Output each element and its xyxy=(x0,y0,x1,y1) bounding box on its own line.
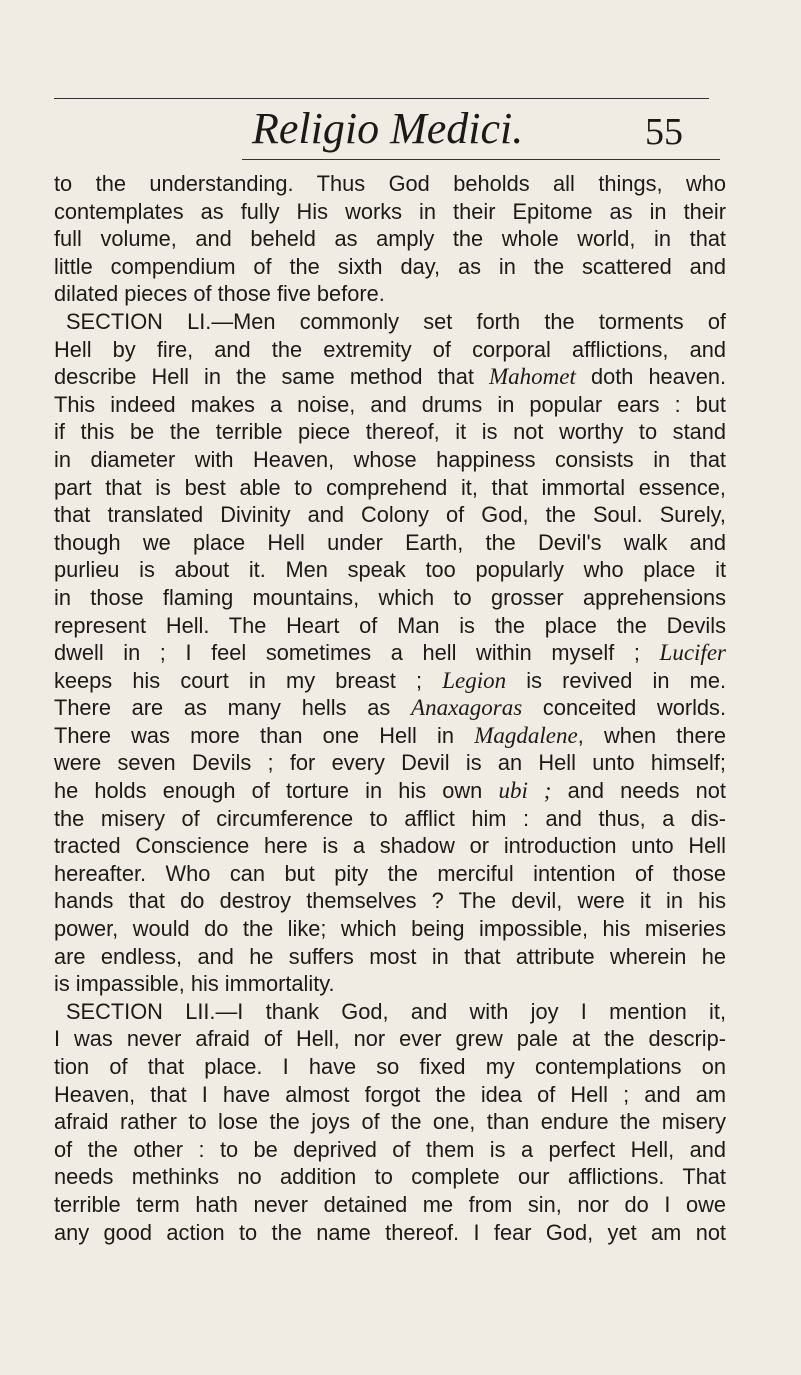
text-line: I was never afraid of Hell, nor ever grew pale at the descrip- xyxy=(54,1026,726,1052)
italic-name: Magdalene xyxy=(474,722,578,748)
text-line: is impassible, his immortality. xyxy=(54,971,335,997)
text-line: he holds enough of torture in his own ubi ; and needs not xyxy=(54,778,726,804)
text-line: power, would do the like; which being impossible, his miseries xyxy=(54,916,726,942)
text-line: were seven Devils ; for every Devil is an Hell unto himself; xyxy=(54,750,726,776)
italic-name: Mahomet xyxy=(489,364,576,390)
text-line: dilated pieces of those five before. xyxy=(54,281,385,307)
text-line: keeps his court in my breast ; Legion is revived in me. xyxy=(54,667,726,693)
text-line: describe Hell in the same method that Mahomet doth heaven. xyxy=(54,364,727,390)
text-line: purlieu is about it. Men speak too popularly who place it xyxy=(54,557,726,583)
text-line: tracted Conscience here is a shadow or introduction unto Hell xyxy=(54,833,726,859)
text-line: There was more than one Hell in Magdalene, when there xyxy=(54,722,726,748)
page-number: 55 xyxy=(645,111,683,153)
text-line: contemplates as fully His works in their Epitome as in their xyxy=(54,198,726,224)
italic-name: Legion xyxy=(442,667,507,693)
text-line: Hell by fire, and the extremity of corporal afflictions, and xyxy=(54,336,726,362)
text-line: that translated Divinity and Colony of God, the Soul. Surely, xyxy=(54,502,726,528)
section-heading-line: SECTION LII.—I thank God, and with joy I mention it, xyxy=(66,998,726,1024)
text-line: This indeed makes a noise, and drums in popular ears : but xyxy=(54,391,726,417)
text-line: hands that do destroy themselves ? The devil, were it in his xyxy=(54,888,726,914)
text-line: full volume, and beheld as amply the whole world, in that xyxy=(54,226,726,252)
text-line: represent Hell. The Heart of Man is the place the Devils xyxy=(54,612,726,638)
text-line: afraid rather to lose the joys of the one, than endure the misery xyxy=(54,1109,726,1135)
text-line: in those flaming mountains, which to grosser apprehensions xyxy=(54,584,726,610)
text-line: if this be the terrible piece thereof, it is not worthy to stand xyxy=(54,419,726,445)
text-line: any good action to the name thereof. I fear God, yet am not xyxy=(54,1219,726,1245)
text-line: terrible term hath never detained me from sin, nor do I owe xyxy=(54,1191,726,1217)
text-line: of the other : to be deprived of them is a perfect Hell, and xyxy=(54,1136,726,1162)
text-line: hereafter. Who can but pity the merciful intention of those xyxy=(54,860,726,886)
text-line: needs methinks no addition to complete our afflictions. That xyxy=(54,1164,726,1190)
text-line: are endless, and he suffers most in that attribute wherein he xyxy=(54,943,726,969)
italic-name: Lucifer xyxy=(659,640,726,666)
italic-word: ubi ; xyxy=(498,778,552,804)
text-line: part that is best able to comprehend it, that immortal essence, xyxy=(54,474,726,500)
header-rule-top xyxy=(54,98,709,99)
text-line: the misery of circumference to afflict him : and thus, a dis- xyxy=(54,805,726,831)
header-rule-bottom xyxy=(242,159,720,160)
text-line: There are as many hells as Anaxagoras conceited worlds. xyxy=(54,695,726,721)
text-line: in diameter with Heaven, whose happiness consists in that xyxy=(54,446,726,472)
running-title: Religio Medici. xyxy=(252,104,524,153)
italic-name: Anaxagoras xyxy=(411,695,523,721)
text-line: tion of that place. I have so fixed my contemplations on xyxy=(54,1054,726,1079)
text-line: dwell in ; I feel sometimes a hell within myself ; Lucifer xyxy=(54,640,726,666)
body-text xyxy=(54,170,726,1246)
text-line: little compendium of the sixth day, as in the scattered and xyxy=(54,253,726,279)
text-line: Heaven, that I have almost forgot the idea of Hell ; and am xyxy=(54,1081,726,1107)
section-heading-line: SECTION LI.—Men commonly set forth the torments of xyxy=(66,308,726,334)
text-line: though we place Hell under Earth, the Devil's walk and xyxy=(54,529,726,555)
text-line: to the understanding. Thus God beholds all things, who xyxy=(54,171,726,196)
